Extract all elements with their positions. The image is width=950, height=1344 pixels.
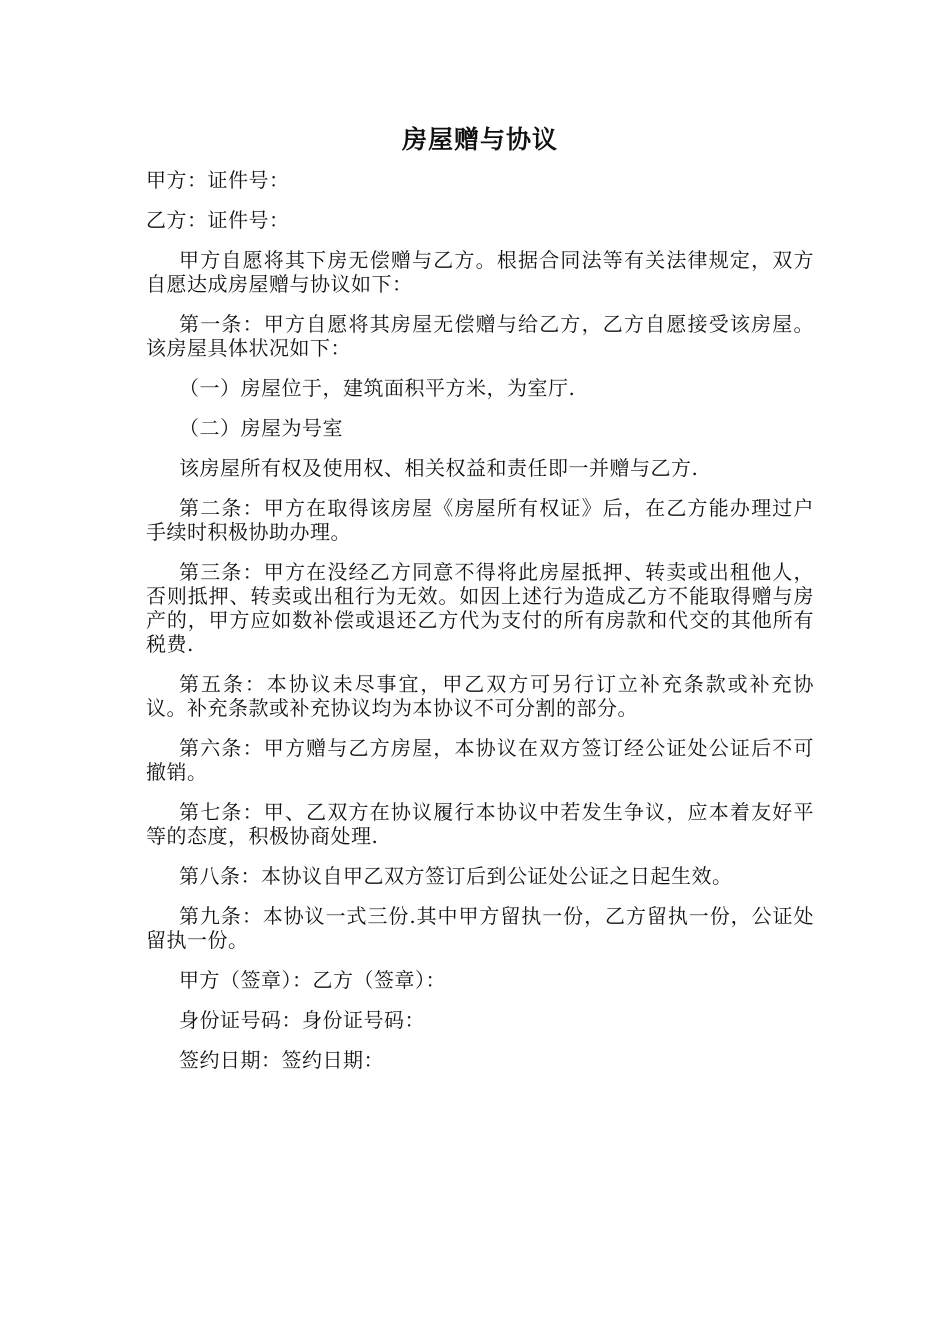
article-1-item-2: （二）房屋为号室 <box>179 416 343 440</box>
article-5: 第五条：本协议未尽事宜，甲乙双方可另行订立补充条款或补充协议。补充条款或补充协议均为本协议不可分割的部分。 <box>146 672 814 720</box>
article-1-item-1: （一）房屋位于，建筑面积平方米，为室厅. <box>179 376 576 400</box>
article-1: 第一条：甲方自愿将其房屋无偿赠与给乙方，乙方自愿接受该房屋。该房屋具体状况如下： <box>146 312 814 360</box>
signature-line: 甲方（签章）：乙方（签章）： <box>179 968 446 992</box>
document-page <box>146 118 814 1088</box>
rights-paragraph: 该房屋所有权及使用权、相关权益和责任即一并赠与乙方. <box>179 456 699 480</box>
document-title: 房屋赠与协议 <box>401 125 558 154</box>
article-8: 第八条：本协议自甲乙双方签订后到公证处公证之日起生效。 <box>179 864 733 888</box>
party-a-line: 甲方：证件号： <box>146 168 290 192</box>
party-b-line: 乙方：证件号： <box>146 208 290 232</box>
intro-paragraph: 甲方自愿将其下房无偿赠与乙方。根据合同法等有关法律规定，双方自愿达成房屋赠与协议如下： <box>146 248 814 296</box>
sign-date-line: 签约日期：签约日期： <box>179 1048 384 1072</box>
article-6: 第六条：甲方赠与乙方房屋，本协议在双方签订经公证处公证后不可撤销。 <box>146 736 814 784</box>
article-9: 第九条：本协议一式三份.其中甲方留执一份，乙方留执一份，公证处留执一份。 <box>146 904 814 952</box>
id-number-line: 身份证号码：身份证号码： <box>179 1008 425 1032</box>
article-2: 第二条：甲方在取得该房屋《房屋所有权证》后，在乙方能办理过户手续时积极协助办理。 <box>146 496 814 544</box>
article-7: 第七条：甲、乙双方在协议履行本协议中若发生争议，应本着友好平等的态度，积极协商处理. <box>146 800 814 848</box>
article-3: 第三条：甲方在没经乙方同意不得将此房屋抵押、转卖或出租他人，否则抵押、转卖或出租行为无效。如因上述行为造成乙方不能取得赠与房产的，甲方应如数补偿或退还乙方代为支付的所有房款和代交的其他所有税费. <box>146 560 814 656</box>
